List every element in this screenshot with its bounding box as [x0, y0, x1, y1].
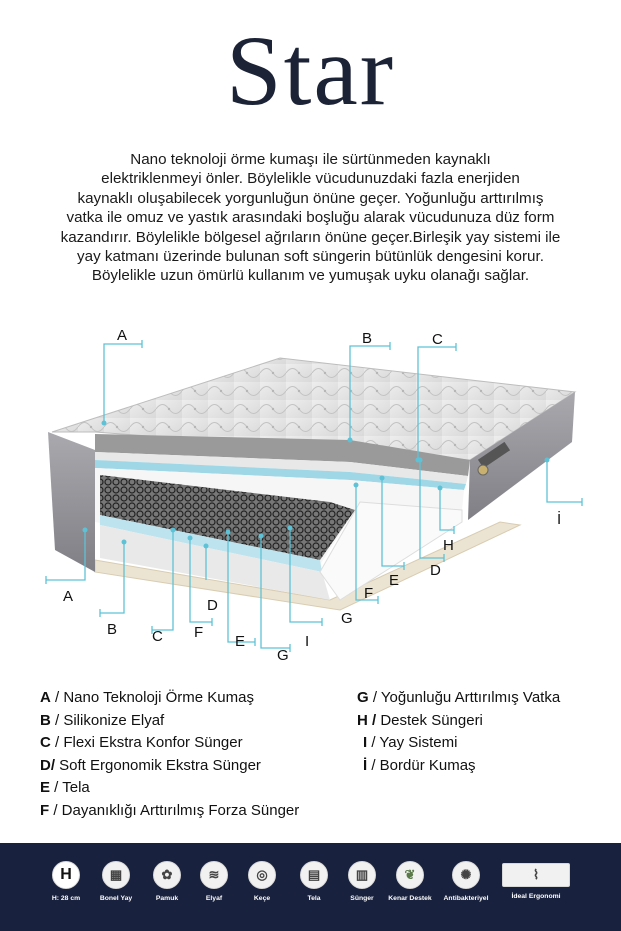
callout-label-g-right: G [341, 610, 353, 627]
legend-key: F [40, 801, 50, 819]
foam-icon: ▥ [348, 861, 376, 889]
legend-item [40, 732, 299, 755]
legend-text: / Flexi Ekstra Konfor Sünger [50, 734, 243, 751]
callout-label-a-bottom: A [63, 588, 74, 605]
callout-label-b: B [362, 330, 373, 347]
legend-item [40, 755, 299, 778]
product-description [50, 150, 571, 286]
feature-antibacterial [436, 861, 496, 902]
description-line: yay katmanı üzerinde bulunan soft süngerin bütünlük dengesini korur. [77, 248, 544, 266]
description-line: kaynaklı oluşabilecek yorgunluğun önüne geçer. Yoğunluğu arttırılmış [77, 189, 544, 207]
bonel-spring-icon: ▦ [102, 861, 130, 889]
legend-item [40, 710, 299, 733]
legend-key: İ [363, 756, 368, 774]
callout-label-i-dotted: İ [557, 511, 562, 528]
height-icon: H [52, 861, 80, 889]
feature-label: Sünger [350, 895, 374, 902]
feature-label: Kenar Destek [388, 895, 432, 902]
callout-label-e-bottom: E [235, 633, 246, 650]
description-line: Böylelikle uzun ömürlü kullanım ve yumuşak uyku olanağı sağlar. [91, 267, 530, 285]
legend-text: / Bordür Kumaş [367, 756, 476, 774]
feature-label: H: 28 cm [51, 895, 81, 902]
legend-text: / Silikonize Elyaf [50, 711, 165, 729]
callout-label-c: C [432, 331, 443, 348]
fiber-icon: ≋ [200, 861, 228, 889]
legend-item [357, 687, 560, 710]
ergonomics-icon: ⌇ [502, 863, 570, 887]
callout-label-h: H [443, 537, 454, 554]
cotton-icon: ✿ [153, 861, 181, 889]
legend-text: / Yoğunluğu Arttırılmış Vatka [368, 689, 561, 706]
legend-text: / Yay Sistemi [367, 734, 458, 751]
legend-item [40, 800, 299, 823]
feature-label: Pamuk [155, 895, 179, 902]
legend-item [357, 710, 560, 733]
callout-label-b-bottom: B [107, 621, 118, 638]
callout-label-d-bottom: D [207, 597, 218, 614]
antibacterial-icon: ✺ [452, 861, 480, 889]
legend-key: B [40, 711, 51, 729]
feature-label: Bonel Yay [99, 895, 133, 902]
description-line: elektriklenmeyi önler. Böylelikle vücudunuzdaki fazla enerjiden [101, 170, 520, 188]
layer-legend-left [40, 687, 299, 822]
legend-key: D/ [40, 756, 55, 774]
feature-edge-support [380, 861, 440, 902]
edge-support-icon: ❦ [396, 861, 424, 889]
callout-label-f-bottom: F [194, 624, 204, 641]
feature-ideal-ergonomics [500, 861, 572, 900]
feature-felt [232, 861, 292, 902]
feature-label: Tela [307, 895, 321, 902]
legend-key: E [40, 779, 51, 796]
tela-icon: ▤ [300, 861, 328, 889]
features-footer-bar [0, 843, 621, 931]
legend-key: I [363, 734, 368, 751]
description-line: Nano teknoloji örme kumaşı ile sürtünmeden kaynaklı [130, 151, 491, 168]
feature-label: İdeal Ergonomi [511, 893, 561, 900]
brand-title: Star [225, 15, 396, 126]
description-line: kazandırır. Böylelikle bölgesel ağrıların önüne geçer.Birleşik yay sistemi ile [60, 228, 561, 246]
legend-text: Soft Ergonomik Ekstra Sünger [55, 756, 261, 774]
feature-label: Antibakteriyel [443, 895, 489, 902]
legend-item [357, 755, 560, 778]
legend-text: / Tela [50, 779, 90, 796]
layer-legend-right [357, 687, 560, 777]
legend-text: / Nano Teknoloji Örme Kumaş [50, 689, 254, 706]
mattress-left-border [48, 432, 95, 572]
callout-label-e-right: E [389, 572, 400, 589]
feature-label: Keçe [253, 895, 271, 902]
callout-label-d-right: D [430, 562, 441, 579]
legend-text: / Dayanıklığı Arttırılmış Forza Sünger [49, 801, 300, 819]
callout-label-f-right: F [364, 585, 374, 602]
callout-label-c-bottom: C [152, 628, 163, 645]
legend-key: C [40, 734, 51, 751]
legend-key: H / [357, 711, 377, 729]
legend-item [40, 777, 299, 800]
legend-key: A [40, 689, 51, 706]
legend-item [40, 687, 299, 710]
callout-label-g-bottom: G [277, 647, 289, 664]
legend-item [357, 732, 560, 755]
feature-label: Elyaf [205, 895, 223, 902]
callout-label-i-bottom: I [305, 633, 310, 650]
legend-key: G [357, 689, 369, 706]
callout-label-a: A [117, 327, 128, 344]
mattress-cross-section-diagram [0, 310, 621, 680]
legend-text: Destek Süngeri [376, 711, 483, 729]
felt-icon: ◎ [248, 861, 276, 889]
description-line: vatka ile omuz ve yastık arasındaki boşluğu alarak vücudunuza düz form [66, 209, 555, 227]
